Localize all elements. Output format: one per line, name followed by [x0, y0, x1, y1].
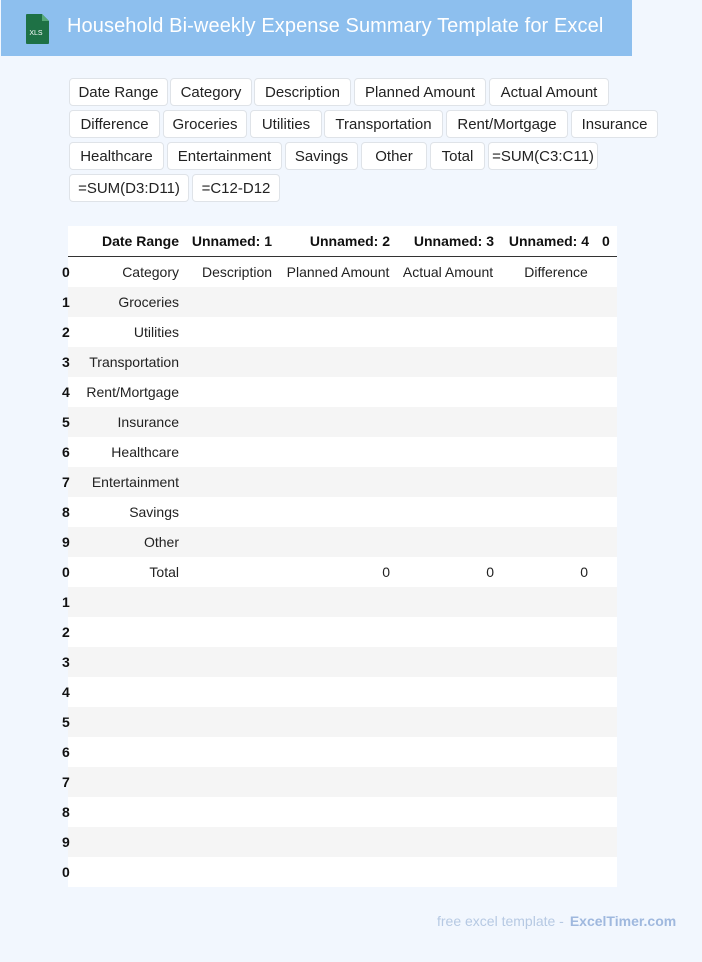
column-chip[interactable]: Transportation: [324, 110, 443, 138]
table-cell[interactable]: 0: [580, 564, 588, 580]
row-index: 2: [62, 324, 70, 340]
table-cell[interactable]: Healthcare: [111, 444, 179, 460]
footer: [437, 913, 676, 929]
footer-text: free excel template -: [437, 913, 564, 929]
column-chip[interactable]: Description: [254, 78, 351, 106]
column-chip[interactable]: Entertainment: [167, 142, 282, 170]
row-index: 3: [62, 354, 70, 370]
column-chip[interactable]: Other: [361, 142, 427, 170]
table-cell[interactable]: Difference: [524, 264, 588, 280]
row-index: 9: [62, 534, 70, 550]
table-row: [62, 467, 617, 497]
column-header[interactable]: Unnamed: 3: [413, 233, 494, 249]
table-row: [62, 707, 617, 737]
row-index: 0: [62, 264, 70, 280]
row-index: 0: [62, 564, 70, 580]
table-row: [62, 437, 617, 467]
table-cell[interactable]: Planned Amount: [286, 264, 390, 280]
row-index: 5: [62, 714, 70, 730]
table-cell[interactable]: Entertainment: [91, 474, 179, 490]
column-header[interactable]: Date Range: [101, 233, 179, 249]
column-header[interactable]: Unnamed: 2: [309, 233, 390, 249]
column-chip[interactable]: Groceries: [163, 110, 247, 138]
table-row: [62, 347, 617, 377]
excel-icon-label: XLS: [29, 30, 43, 37]
column-chip[interactable]: Date Range: [69, 78, 168, 106]
table-row: [62, 377, 617, 407]
row-index: 1: [62, 294, 70, 310]
row-index: 9: [62, 834, 70, 850]
table-cell[interactable]: Transportation: [89, 354, 179, 370]
column-chip[interactable]: Planned Amount: [354, 78, 486, 106]
table-row: [62, 407, 617, 437]
table-row: [62, 647, 617, 677]
table-row: [62, 287, 617, 317]
table-row: [62, 827, 617, 857]
column-chip[interactable]: =C12-D12: [192, 174, 280, 202]
table-cell[interactable]: 0: [382, 564, 390, 580]
row-index: 7: [62, 474, 70, 490]
row-index: 3: [62, 654, 70, 670]
row-index: 1: [62, 594, 70, 610]
table-cell[interactable]: Savings: [129, 504, 179, 520]
column-header[interactable]: 0: [602, 233, 610, 249]
row-index: 4: [62, 684, 70, 700]
table-row: [62, 677, 617, 707]
table-cell[interactable]: Insurance: [117, 414, 179, 430]
table-row: [62, 557, 617, 587]
column-chip[interactable]: Rent/Mortgage: [446, 110, 568, 138]
row-index: 0: [62, 864, 70, 880]
table-cell[interactable]: Rent/Mortgage: [86, 384, 179, 400]
table-row: [62, 857, 617, 887]
column-chip[interactable]: Actual Amount: [489, 78, 609, 106]
data-table: [62, 226, 617, 887]
table-row: [62, 587, 617, 617]
row-index: 6: [62, 744, 70, 760]
excel-file-icon: [23, 13, 51, 45]
table-row: [62, 527, 617, 557]
table-cell[interactable]: Description: [201, 264, 273, 280]
table-cell[interactable]: Other: [143, 534, 179, 550]
table-row: [62, 737, 617, 767]
column-chip[interactable]: Total: [430, 142, 485, 170]
column-chip[interactable]: Category: [170, 78, 252, 106]
table-cell[interactable]: Actual Amount: [402, 264, 494, 280]
column-header[interactable]: Unnamed: 4: [508, 233, 589, 249]
column-chip[interactable]: Difference: [69, 110, 160, 138]
row-index: 7: [62, 774, 70, 790]
column-header[interactable]: Unnamed: 1: [191, 233, 272, 249]
table-row: [62, 257, 617, 287]
table-cell[interactable]: Category: [122, 264, 179, 280]
row-index: 8: [62, 804, 70, 820]
table-cell[interactable]: Groceries: [118, 294, 179, 310]
table-row: [62, 497, 617, 527]
column-chip[interactable]: Utilities: [250, 110, 322, 138]
table-header: [68, 226, 617, 257]
table-cell[interactable]: 0: [486, 564, 494, 580]
column-chip[interactable]: Savings: [285, 142, 358, 170]
table-cell[interactable]: Total: [149, 564, 179, 580]
row-index: 5: [62, 414, 70, 430]
row-index: 6: [62, 444, 70, 460]
title-bar: [1, 0, 632, 56]
table-row: [62, 317, 617, 347]
table-row: [62, 767, 617, 797]
row-index: 2: [62, 624, 70, 640]
table-cell[interactable]: Utilities: [133, 324, 179, 340]
column-chip[interactable]: Insurance: [571, 110, 658, 138]
page-title: Household Bi-weekly Expense Summary Template for Excel: [67, 15, 604, 37]
column-chip[interactable]: =SUM(D3:D11): [69, 174, 189, 202]
column-chip[interactable]: =SUM(C3:C11): [488, 142, 598, 170]
row-index: 4: [62, 384, 70, 400]
footer-brand-link[interactable]: ExcelTimer.com: [569, 913, 677, 929]
column-chip[interactable]: Healthcare: [69, 142, 164, 170]
row-index: 8: [62, 504, 70, 520]
table-row: [62, 617, 617, 647]
table-row: [62, 797, 617, 827]
